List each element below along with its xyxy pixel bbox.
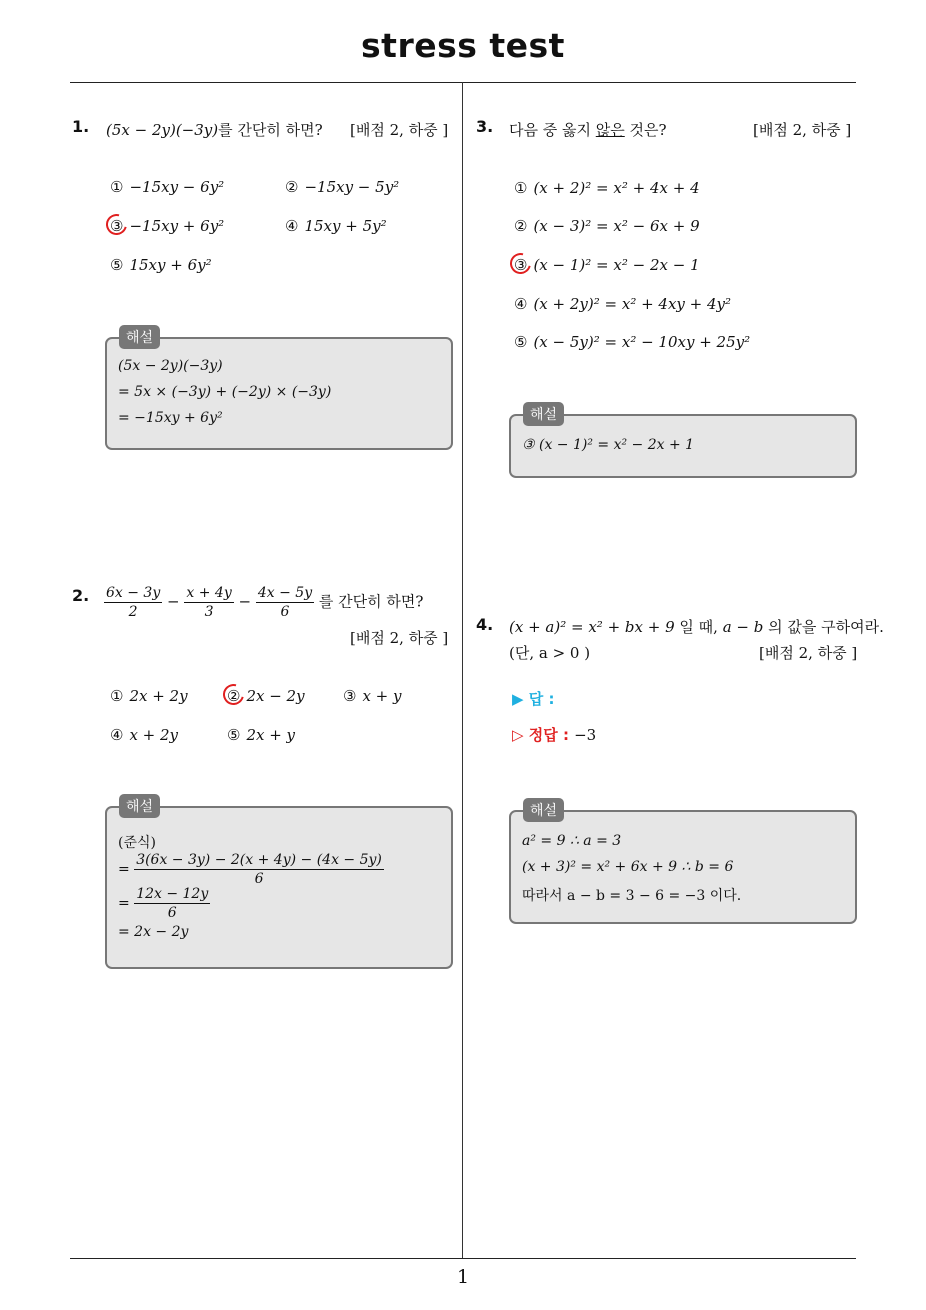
correct-answer-value: −3 [574,726,597,744]
top-rule [70,82,856,83]
correct-answer-row [512,724,596,745]
choice-text: −15xy − 5y² [304,178,400,196]
question-4-text: (x + a)² = x² + bx + 9 일 때, a − b 의 값을 구하여라. [509,618,884,636]
choice-number: ⑤ [110,256,124,274]
q3-choice-1[interactable] [514,179,700,197]
q2-choice-1[interactable] [110,687,188,705]
question-2-prompt: 를 간단히 하면? [318,592,424,611]
page-title: stress test [361,26,565,65]
q4-solution-line: (x + 3)² = x² + 6x + 9 ∴ b = 6 [522,859,734,875]
choice-number: ② [227,687,241,705]
emphasis-underline: 않은 [595,121,625,139]
q2-solution-line: = $\frac{12x - 12y}{6}$ [118,886,209,921]
choice-number: ① [514,179,528,197]
question-1-score: [배점 2, 하중 ] [350,121,449,139]
q2-choice-3[interactable] [343,687,402,705]
question-4-score: [배점 2, 하중 ] [759,644,858,662]
choice-number: ③ [514,256,528,274]
choice-text: 2x + 2y [129,687,188,705]
q2-fraction-1: $\frac{6x - 3y}{2}$ [106,585,161,620]
q2-fraction-3: $\frac{4x - 5y}{6}$ [257,585,313,620]
choice-text: 2x + y [246,726,296,744]
minus-sign: − [238,592,252,611]
choice-text: (x + 2)² = x² + 4x + 4 [533,179,700,197]
choice-text: 2x − 2y [246,687,305,705]
q3-choice-2[interactable] [514,217,700,235]
choice-text: x + 2y [129,726,179,744]
q3-solution-line: ③ (x − 1)² = x² − 2x + 1 [522,437,695,453]
question-3-number: 3. [476,117,494,136]
correct-answer-label: ▷ 정답 : [512,726,569,744]
q1-choice-4[interactable] [285,217,387,235]
page-number: 1 [456,1266,470,1288]
choice-number: ② [514,217,528,235]
choice-text: −15xy + 6y² [129,217,225,235]
choice-number: ⑤ [227,726,241,744]
bottom-rule [70,1258,856,1259]
q2-solution-fraction-2: $\frac{12x - 12y}{6}$ [136,886,209,921]
choice-text: x + y [362,687,402,705]
question-4-condition: (단, a > 0 ) [509,644,591,662]
q2-choice-5[interactable] [227,726,295,744]
q2-solution-line: (준식) [118,835,156,851]
q1-choice-5[interactable] [110,256,212,274]
choice-text: −15xy − 6y² [129,178,225,196]
q4-solution-line: 따라서 a − b = 3 − 6 = −3 이다. [522,888,742,904]
q1-solution-line: = −15xy + 6y² [118,410,223,426]
q4-solution-line: a² = 9 ∴ a = 3 [522,833,622,849]
q1-solution-line: = 5x × (−3y) + (−2y) × (−3y) [118,384,332,400]
q1-solution-line: (5x − 2y)(−3y) [118,358,223,374]
q1-choice-1[interactable] [110,178,224,196]
choice-number: ④ [285,217,299,235]
q3-choice-4[interactable] [514,295,731,313]
q2-solution-tag: 해설 [119,794,160,818]
q2-choice-4[interactable] [110,726,178,744]
q2-solution-fraction-1: $\frac{3(6x - 3y) - 2(x + 4y) - (4x - 5y)}{6}$ [136,852,382,887]
choice-number: ② [285,178,299,196]
question-4-number: 4. [476,615,494,634]
answer-input-label[interactable]: ▶ 답 : [512,690,555,708]
q2-solution-line: = $\frac{3(6x - 3y) - 2(x + 4y) - (4x - 5y)}{6}$ [118,852,382,887]
choice-text: (x − 3)² = x² − 6x + 9 [533,217,700,235]
choice-text: (x − 5y)² = x² − 10xy + 25y² [533,333,751,351]
choice-text: 15xy + 6y² [129,256,212,274]
choice-number: ③ [343,687,357,705]
q2-fraction-2: $\frac{x + 4y}{3}$ [186,585,232,620]
question-3-score: [배점 2, 하중 ] [753,121,852,139]
minus-sign: − [167,592,180,611]
choice-number: ① [110,687,124,705]
q2-solution-line: = 2x − 2y [118,924,189,940]
question-1-number: 1. [72,117,90,136]
question-1-text [106,119,323,140]
q3-solution-tag: 해설 [523,402,564,426]
question-3-text: 다음 중 옳지 않은 것은? [509,121,667,139]
q4-solution-tag: 해설 [523,798,564,822]
question-2-score: [배점 2, 하중 ] [350,629,449,647]
column-divider [462,82,463,1258]
choice-number: ④ [110,726,124,744]
choice-text: 15xy + 5y² [304,217,387,235]
choice-text: (x − 1)² = x² − 2x − 1 [533,256,700,274]
choice-number: ⑤ [514,333,528,351]
choice-number: ③ [110,217,124,235]
q3-choice-3[interactable] [514,256,700,274]
question-2-text [104,585,423,620]
question-1-prompt: 를 간단히 하면? [218,121,323,139]
question-1-expression: (5x − 2y)(−3y) [106,121,219,139]
choice-number: ④ [514,295,528,313]
question-2-number: 2. [72,586,90,605]
q3-choice-5[interactable] [514,333,750,351]
q1-choice-2[interactable] [285,178,399,196]
choice-number: ① [110,178,124,196]
q1-solution-tag: 해설 [119,325,160,349]
choice-text: (x + 2y)² = x² + 4xy + 4y² [533,295,732,313]
